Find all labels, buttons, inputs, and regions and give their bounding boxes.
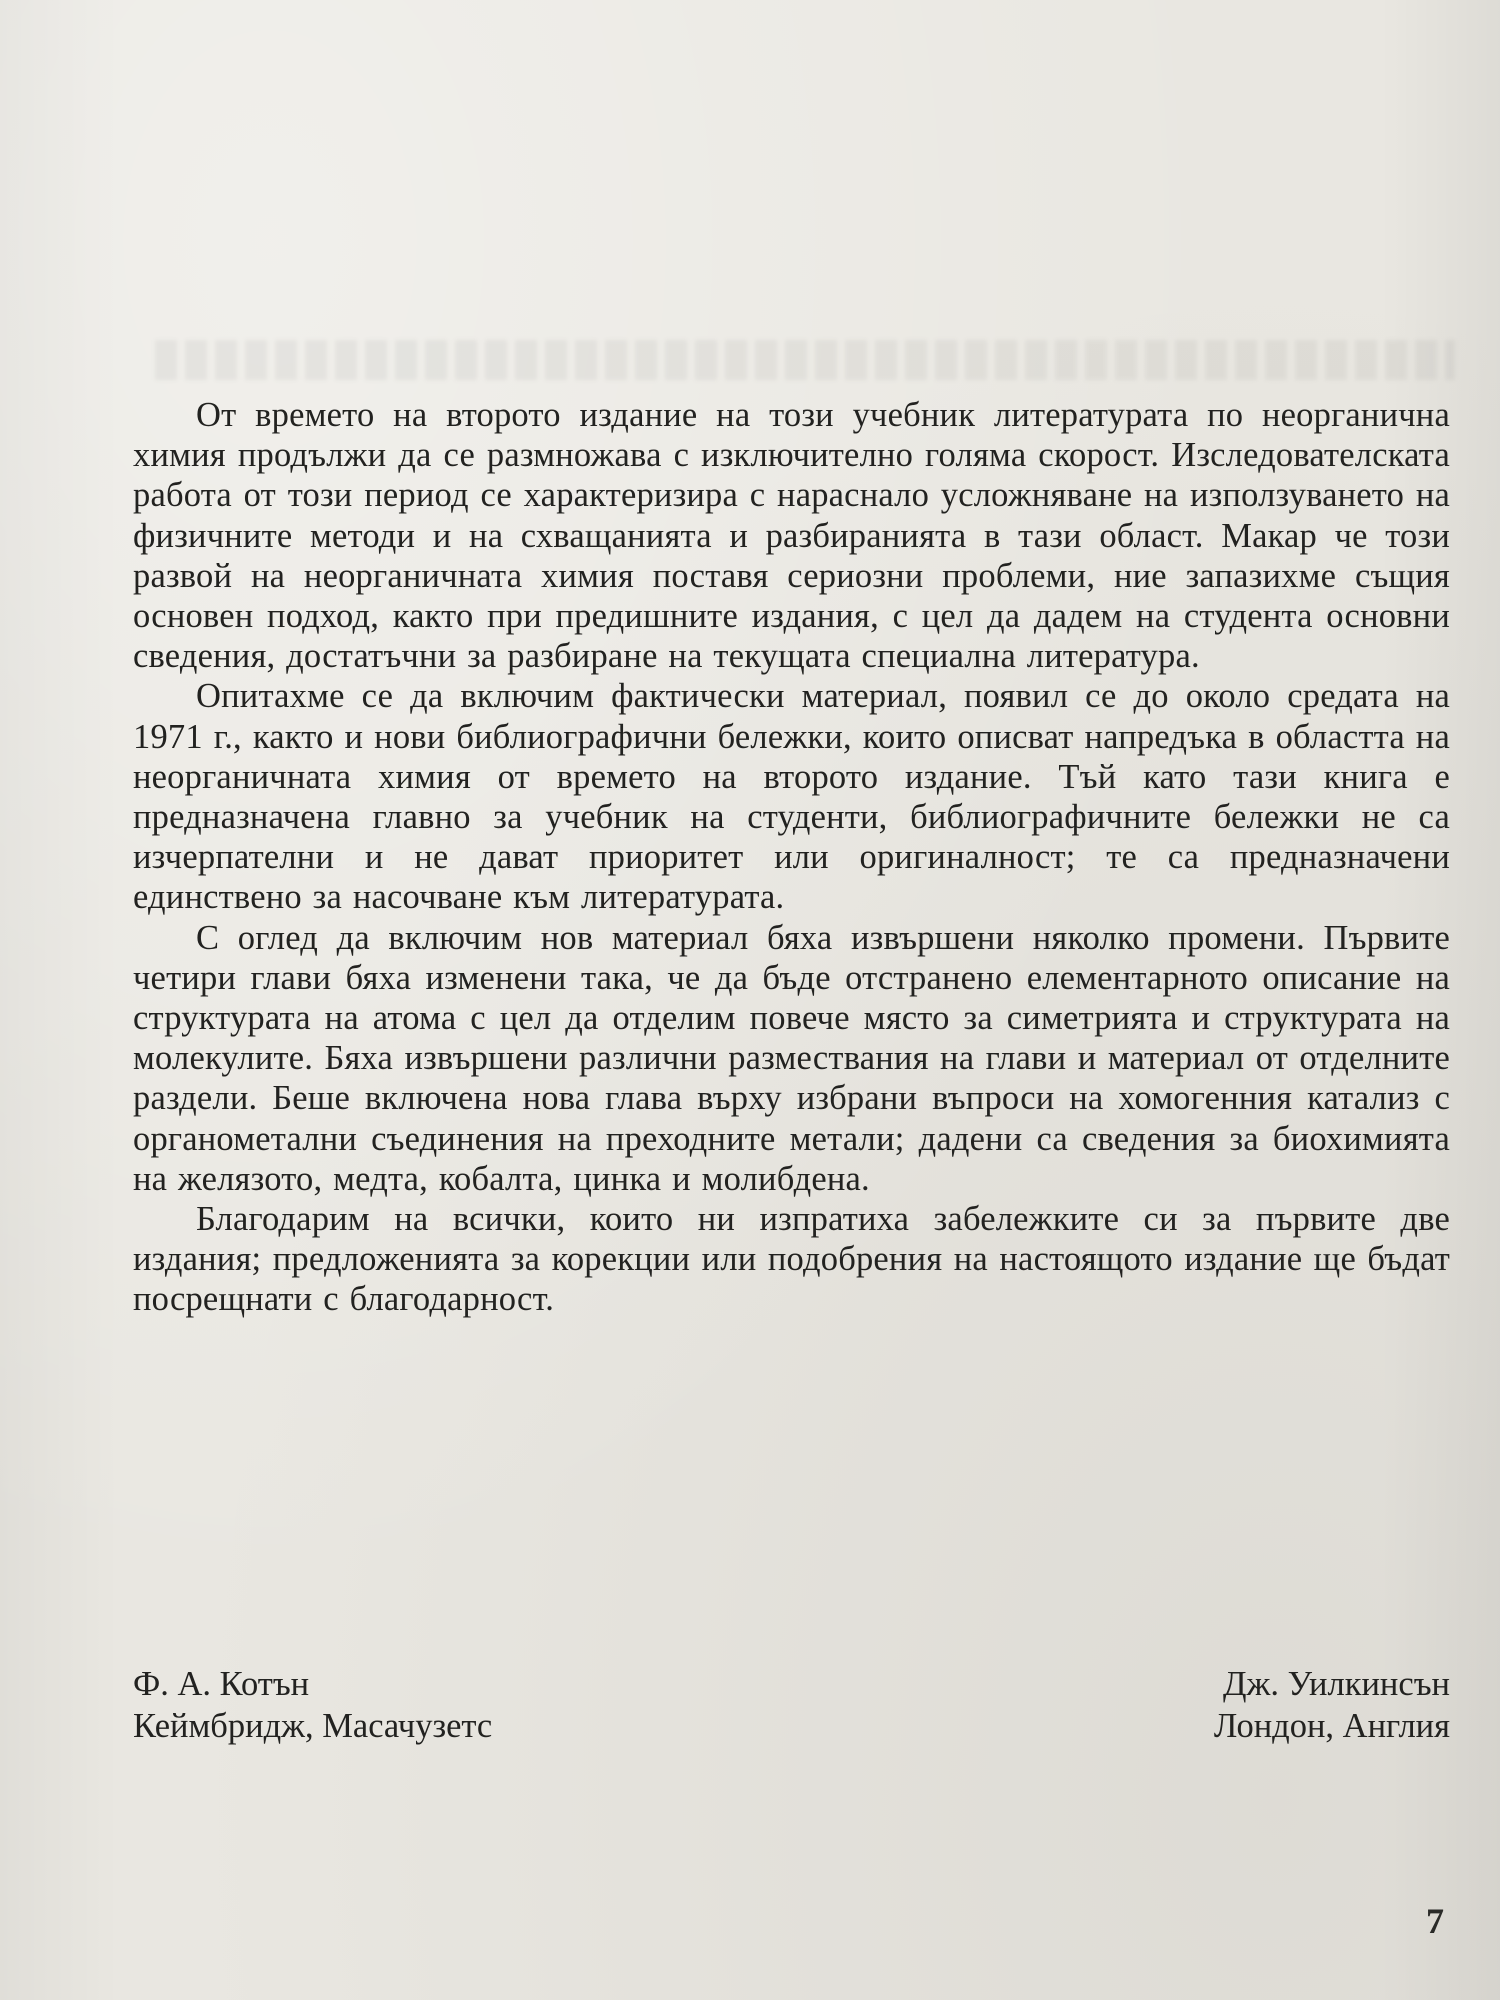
signature-left xyxy=(133,1663,492,1747)
paragraph-2: Опитахме се да включим фактически материал, появил се до около средата на 1971 г., както и нови библиографични бележки, които описват напредъка в областта на неорганичната химия от времето на второто издание. Тъй като тази книга е предназначена главно за учебник на студенти, библиографичните бележки не са изчерпателни и не дават приоритет или оригиналност; те са предназначени единствено за насочване към литературата. xyxy=(133,677,1450,917)
signature-right-place: Лондон, Англия xyxy=(1213,1707,1450,1745)
signature-left-name: Ф. А. Котън xyxy=(133,1665,310,1703)
signature-right-name: Дж. Уилкинсън xyxy=(1223,1665,1450,1703)
page-number: 7 xyxy=(1426,1901,1444,1941)
signature-left-place: Кеймбридж, Масачузетс xyxy=(133,1707,493,1745)
author-signatures xyxy=(133,1663,1450,1747)
paragraph-1: От времето на второто издание на този учебник литературата по неорганична химия продължи да се размножава с изключително голяма скорост. Изследователската работа от този период се характеризира с нараснало усложняване на използуването на физичните методи и на схващанията и разбиранията в тази област. Макар че този развой на неорганичната химия поставя сериозни проблеми, ние запазихме същия основен подход, както при предишните издания, с цел да дадем на студента основни сведения, достатъчни за разбиране на текущата специална литература. xyxy=(133,396,1450,676)
paragraph-3: С оглед да включим нов материал бяха извършени няколко промени. Първите четири глави бяха изменени така, че да бъде отстранено елементарното описание на структурата на атома с цел да отделим повече място за симетрията и структурата на молекулите. Бяха извършени различни размествания на глави и материал от отделните раздели. Беше включена нова глава върху избрани въпроси на хомогенния катализ с органометални съединения на преходните метали; дадени са сведения за биохимията на желязото, медта, кобалта, цинка и молибдена. xyxy=(133,918,1450,1198)
preface-text xyxy=(133,395,1450,1320)
bleed-through-shadow xyxy=(155,340,1455,380)
signature-right xyxy=(1214,1663,1450,1747)
paragraph-4: Благодарим на всички, които ни изпратиха забележките си за първите две издания; предложенията за корекции или подобрения на настоящото издание ще бъдат посрещнати с благодарност. xyxy=(133,1200,1450,1319)
